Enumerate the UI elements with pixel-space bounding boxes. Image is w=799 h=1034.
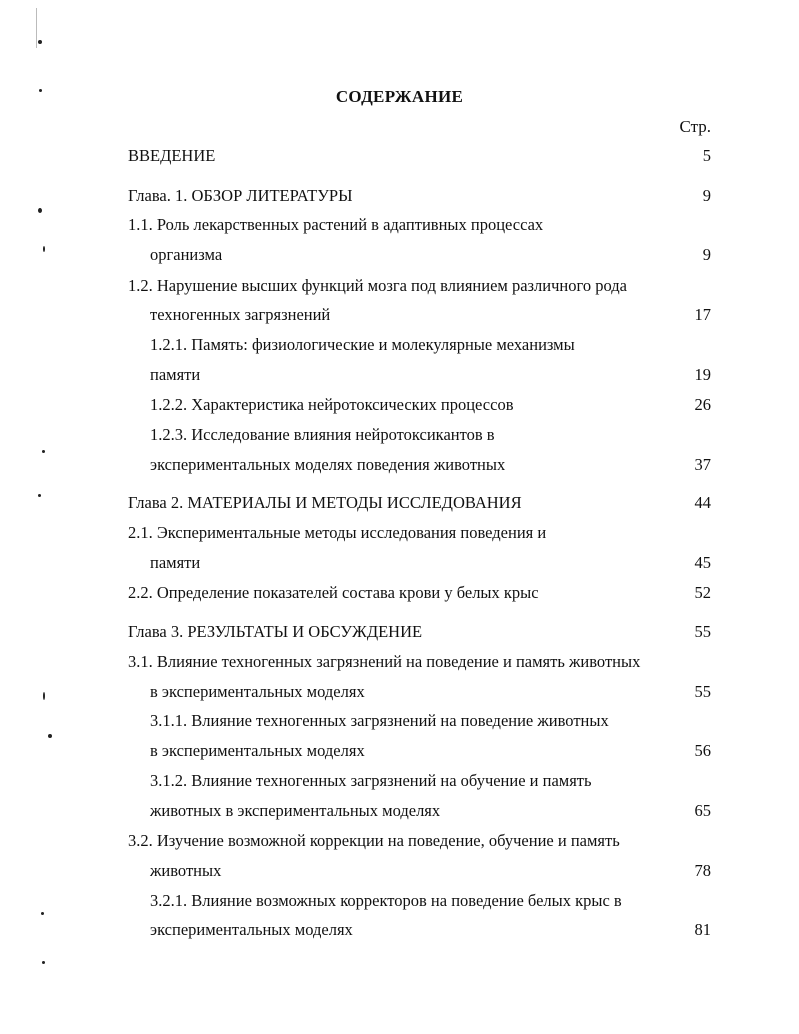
toc-entry-text: животных в экспериментальных моделях (150, 801, 441, 820)
toc-entry-text: 3.1.1. Влияние техногенных загрязнений на поведение животных (150, 711, 609, 730)
scan-speck (43, 246, 45, 252)
toc-entry-text: 1.2.3. Исследование влияния нейротоксикантов в (150, 425, 495, 444)
scan-speck (41, 912, 44, 915)
toc-entry-text: в экспериментальных моделях (150, 741, 365, 760)
toc-entry-page: 45 (694, 553, 711, 572)
scan-speck (43, 692, 45, 700)
toc-entry-page: 19 (694, 365, 711, 384)
toc-entry-text: памяти (150, 365, 201, 384)
toc-entry-page: 81 (694, 920, 711, 939)
page-title: СОДЕРЖАНИЕ (335, 87, 464, 106)
toc-entry-text: 3.1.2. Влияние техногенных загрязнений на обучение и память (150, 771, 592, 790)
toc-entry-page: 17 (694, 305, 711, 324)
toc-entry-page: 26 (694, 395, 711, 414)
toc-entry-page: 5 (702, 146, 711, 165)
toc-entry-text: животных (150, 861, 222, 880)
toc-entry-text: экспериментальных моделях поведения животных (150, 455, 506, 474)
toc-entry-page: 56 (694, 741, 711, 760)
toc-entry-text: 1.1. Роль лекарственных растений в адаптивных процессах (128, 215, 544, 234)
toc-entry-page: 55 (694, 622, 711, 641)
toc-entry-text: 2.1. Экспериментальные методы исследования поведения и (128, 523, 547, 542)
toc-entry-text: Глава 2. МАТЕРИАЛЫ И МЕТОДЫ ИССЛЕДОВАНИЯ (128, 493, 522, 512)
scan-speck (38, 494, 41, 497)
toc-entry-text: 1.2. Нарушение высших функций мозга под влиянием различного рода (128, 276, 627, 295)
toc-entry-text: 2.2. Определение показателей состава крови у белых крыс (128, 583, 539, 602)
scan-speck (38, 208, 42, 213)
page-column-label: Стр. (679, 117, 711, 136)
toc-entry-text: памяти (150, 553, 201, 572)
toc-entry-page: 37 (694, 455, 711, 474)
toc-entry-page: 65 (694, 801, 711, 820)
toc-entry-text: 3.1. Влияние техногенных загрязнений на поведение и память животных (128, 652, 641, 671)
toc-entry-page: 44 (694, 493, 711, 512)
toc-entry-text: 3.2.1. Влияние возможных корректоров на поведение белых крыс в (150, 891, 622, 910)
toc-entry-text: организма (150, 245, 223, 264)
toc-entry-text: техногенных загрязнений (150, 305, 331, 324)
scan-speck (42, 450, 45, 453)
toc-entry-text: 3.2. Изучение возможной коррекции на поведение, обучение и память (128, 831, 620, 850)
toc-entry-page: 52 (694, 583, 711, 602)
toc-entry-text: Глава 3. РЕЗУЛЬТАТЫ И ОБСУЖДЕНИЕ (128, 622, 423, 641)
toc-entry-text: 1.2.2. Характеристика нейротоксических процессов (150, 395, 514, 414)
scan-edge-line (36, 8, 37, 48)
toc-entry-page: 9 (702, 245, 711, 264)
scan-speck (48, 734, 52, 738)
toc-entry-page: 55 (694, 682, 711, 701)
toc-entry-text: Глава. 1. ОБЗОР ЛИТЕРАТУРЫ (128, 186, 353, 205)
toc-entry-page: 78 (694, 861, 711, 880)
scan-speck (42, 961, 45, 964)
toc-entry-text: в экспериментальных моделях (150, 682, 365, 701)
scan-speck (38, 40, 42, 44)
toc-entry-text: ВВЕДЕНИЕ (128, 146, 216, 165)
toc-entry-page: 9 (702, 186, 711, 205)
toc-entry-text: 1.2.1. Память: физиологические и молекулярные механизмы (150, 335, 575, 354)
toc-entry-text: экспериментальных моделях (150, 920, 353, 939)
